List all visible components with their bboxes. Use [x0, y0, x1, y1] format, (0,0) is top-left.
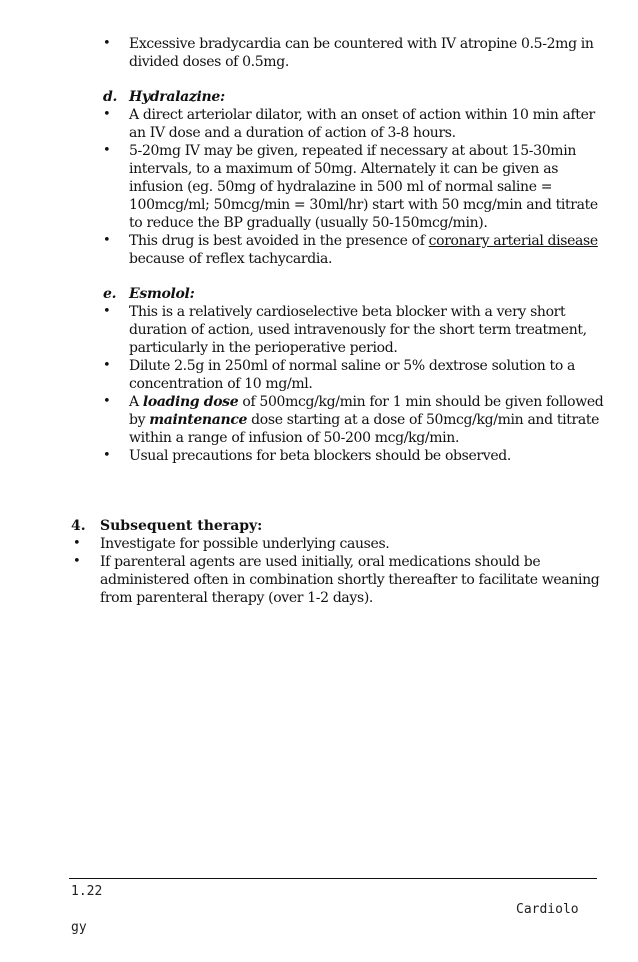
bullet-marker: • [103, 358, 111, 373]
section-d-letter: d. [103, 89, 118, 105]
hydralazine-b2-line-2: intervals, to a maximum of 50mg. Alternately it can be given as [129, 161, 559, 177]
bullet-marker: • [73, 536, 81, 551]
hydralazine-b3-text: This drug is best avoided in the presence of [129, 233, 429, 249]
bullet-marker: • [73, 554, 81, 569]
esmolol-b3-text-d: dose starting at a dose of 50mcg/kg/min and titrate [247, 412, 600, 428]
section-d-title: Hydralazine: [129, 89, 225, 105]
chapter-name-part-1: Cardiolo [516, 902, 579, 917]
esmolol-b1-line-2: duration of action, used intravenously for the short term treatment, [129, 322, 587, 338]
esmolol-b1-line-3: particularly in the perioperative period. [129, 340, 398, 356]
coronary-disease-link[interactable]: coronary arterial disease [428, 233, 598, 249]
bradycardia-line-1: Excessive bradycardia can be countered with IV atropine 0.5-2mg in [129, 36, 594, 52]
section-e-title: Esmolol: [129, 286, 195, 302]
esmolol-b3-line-1 [129, 393, 603, 411]
subsequent-b2-line-2: administered often in combination shortly thereafter to facilitate weaning [100, 572, 600, 588]
hydralazine-b2-line-1: 5-20mg IV may be given, repeated if necessary at about 15-30min [129, 143, 576, 159]
bullet-marker: • [103, 36, 111, 51]
hydralazine-b1-line-2: an IV dose and a duration of action of 3-8 hours. [129, 125, 456, 141]
hydralazine-b3-line-2: because of reflex tachycardia. [129, 251, 333, 267]
esmolol-b2-line-2: concentration of 10 mg/ml. [129, 376, 313, 392]
esmolol-b3-text-b: of 500mcg/kg/min for 1 min should be given followed [238, 394, 604, 410]
subsequent-b1-line-1: Investigate for possible underlying causes. [100, 536, 390, 552]
esmolol-b2-line-1: Dilute 2.5g in 250ml of normal saline or 5% dextrose solution to a [129, 358, 575, 374]
subsequent-b2-line-3: from parenteral therapy (over 1-2 days). [100, 590, 374, 606]
page-number: 1.22 [71, 884, 103, 899]
section-e-letter: e. [103, 286, 117, 302]
esmolol-b3-line-3: within a range of infusion of 50-200 mcg/kg/min. [129, 430, 460, 446]
bullet-marker: • [103, 143, 111, 158]
hydralazine-b2-line-4: 100mcg/ml; 50mcg/min = 30ml/hr) start with 50 mcg/min and titrate [129, 197, 598, 213]
bullet-marker: • [103, 304, 111, 319]
hydralazine-b2-line-5: to reduce the BP gradually (usually 50-150mcg/min). [129, 215, 488, 231]
subsequent-b2-line-1: If parenteral agents are used initially, oral medications should be [100, 554, 541, 570]
esmolol-b4-line-1: Usual precautions for beta blockers should be observed. [129, 448, 511, 464]
esmolol-b3-text-a: A [129, 394, 143, 410]
esmolol-b3-line-2 [129, 411, 599, 429]
chapter-name-part-2: gy [71, 920, 87, 935]
bullet-marker: • [103, 448, 111, 463]
hydralazine-b2-line-3: infusion (eg. 50mg of hydralazine in 500 ml of normal saline = [129, 179, 553, 195]
esmolol-b3-text-c: by [129, 412, 150, 428]
section-4-title: Subsequent therapy: [100, 518, 263, 534]
bullet-marker: • [103, 107, 111, 122]
bullet-marker: • [103, 233, 111, 248]
bradycardia-line-2: divided doses of 0.5mg. [129, 54, 289, 70]
section-4-number: 4. [71, 518, 86, 534]
hydralazine-b3-line-1 [129, 232, 598, 250]
footer-rule [69, 878, 597, 879]
maintenance-emphasis: maintenance [149, 412, 248, 428]
loading-dose-emphasis: loading dose [142, 394, 239, 410]
bullet-marker: • [103, 394, 111, 409]
hydralazine-b1-line-1: A direct arteriolar dilator, with an onset of action within 10 min after [129, 107, 595, 123]
esmolol-b1-line-1: This is a relatively cardioselective beta blocker with a very short [129, 304, 566, 320]
